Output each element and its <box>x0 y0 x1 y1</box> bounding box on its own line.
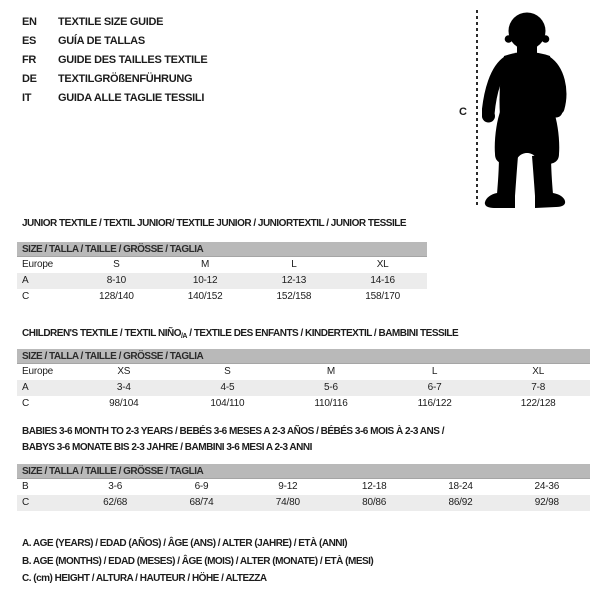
size-cell: XL <box>532 366 545 377</box>
size-cell: 3-6 <box>108 481 123 492</box>
size-cell: 9-12 <box>278 481 298 492</box>
title-text: CHILDREN'S TEXTILE / TEXTIL NIÑO <box>22 328 181 339</box>
legend-line-c: C. (cm) HEIGHT / ALTURA / HAUTEUR / HÖHE / ALTEZZA <box>22 573 267 584</box>
language-code: FR <box>22 53 37 66</box>
size-cell: 74/80 <box>275 497 300 508</box>
legend-line-a: A. AGE (YEARS) / EDAD (AÑOS) / ÂGE (ANS) / ALTER (JAHRE) / ETÀ (ANNI) <box>22 538 348 549</box>
size-cell: 24-36 <box>534 481 560 492</box>
size-cell: 116/122 <box>417 398 452 409</box>
size-cell: 5-6 <box>324 382 338 393</box>
size-cell: 86/92 <box>448 497 473 508</box>
language-code: IT <box>22 91 32 104</box>
size-cell: 98/104 <box>109 398 139 409</box>
size-cell: 18-24 <box>448 481 473 492</box>
size-cell: XL <box>376 259 389 270</box>
junior-table-title: JUNIOR TEXTILE / TEXTIL JUNIOR/ TEXTILE JUNIOR / JUNIORTEXTIL / JUNIOR TESSILE <box>22 218 407 229</box>
language-title: GUIDA ALLE TAGLIE TESSILI <box>58 91 205 104</box>
language-row <box>22 31 207 50</box>
size-cell: M <box>201 259 210 270</box>
size-cell: 68/74 <box>189 497 214 508</box>
language-code: DE <box>22 72 37 85</box>
size-cell: 6-9 <box>194 481 209 492</box>
babies-table <box>17 424 590 511</box>
legend-line-b: B. AGE (MONTHS) / EDAD (MESES) / ÂGE (MOIS) / ALTER (MONATE) / ETÀ (MESI) <box>22 555 374 567</box>
size-cell: 10-12 <box>192 275 218 286</box>
size-cell: 152/158 <box>276 291 312 302</box>
size-cell: S <box>224 366 231 377</box>
size-cell: 140/152 <box>187 291 223 302</box>
size-cell: 92/98 <box>534 497 559 508</box>
size-cell: 128/140 <box>99 291 134 302</box>
table-row <box>17 289 427 305</box>
size-cell: 14-16 <box>370 275 395 286</box>
babies-title-line1: BABIES 3-6 MONTH TO 2-3 YEARS / BEBÉS 3-6 MESES A 2-3 AÑOS / BÉBÉS 3-6 MOIS À 2-3 ANS / <box>22 426 444 437</box>
title-text: / TEXTILE DES ENFANTS / KINDERTEXTIL / BAMBINI TESSILE <box>186 328 459 339</box>
language-code: EN <box>22 15 37 28</box>
table-row <box>17 396 590 412</box>
size-header-bar: SIZE / TALLA / TAILLE / GRÖSSE / TAGLIA <box>17 464 590 479</box>
measurement-legend <box>22 535 373 588</box>
babies-title-line2: BABYS 3-6 MONATE BIS 2-3 JAHRE / BAMBINI 3-6 MESI A 2-3 ANNI <box>22 442 312 453</box>
language-title: GUIDE DES TAILLES TEXTILE <box>58 53 208 66</box>
language-row <box>22 88 207 107</box>
size-cell: 3-4 <box>116 382 131 393</box>
size-cell: L <box>291 259 297 270</box>
language-title: TEXTILGRÖßENFÜHRUNG <box>58 72 193 85</box>
size-cell: 12-13 <box>281 275 307 286</box>
size-cell: XS <box>117 366 131 377</box>
size-cell: 62/68 <box>103 497 128 508</box>
size-cell: 158/170 <box>365 291 400 302</box>
language-title-list <box>22 12 207 107</box>
size-cell: 104/110 <box>210 398 245 409</box>
size-cell: S <box>113 259 120 270</box>
row-label: Europe <box>22 366 54 377</box>
table-row <box>17 479 590 495</box>
junior-table <box>17 218 427 305</box>
size-cell: 122/128 <box>520 398 556 409</box>
language-row <box>22 12 207 31</box>
size-header-bar: SIZE / TALLA / TAILLE / GRÖSSE / TAGLIA <box>17 349 590 364</box>
row-label: B <box>22 481 29 492</box>
table-row <box>17 257 427 273</box>
height-dotted-line <box>476 10 478 208</box>
babies-table-title <box>17 424 590 456</box>
language-row <box>22 50 207 69</box>
language-title: TEXTILE SIZE GUIDE <box>58 15 164 28</box>
children-table <box>17 328 590 412</box>
size-cell: 7-8 <box>531 382 546 393</box>
baby-silhouette-icon <box>482 4 568 210</box>
row-label: A <box>22 275 29 286</box>
size-cell: L <box>431 366 438 377</box>
title-subscript: /A <box>180 333 187 340</box>
table-row <box>17 495 590 511</box>
size-cell: 6-7 <box>427 382 442 393</box>
row-label: C <box>22 497 30 508</box>
measure-label-c: C <box>459 106 467 118</box>
size-cell: 12-18 <box>361 481 387 492</box>
size-cell: 4-5 <box>220 382 235 393</box>
size-cell: M <box>326 366 336 377</box>
row-label: A <box>22 382 29 393</box>
row-label: C <box>22 398 30 409</box>
table-row <box>17 273 427 289</box>
row-label: Europe <box>22 259 54 270</box>
size-cell: 110/116 <box>314 398 348 409</box>
row-label: C <box>22 291 30 302</box>
language-row <box>22 69 207 88</box>
size-header-bar: SIZE / TALLA / TAILLE / GRÖSSE / TAGLIA <box>17 242 427 257</box>
table-row <box>17 380 590 396</box>
language-title: GUÍA DE TALLAS <box>58 34 145 47</box>
size-cell: 80/86 <box>362 497 387 508</box>
children-table-title <box>17 328 590 343</box>
language-code: ES <box>22 34 37 47</box>
size-cell: 8-10 <box>106 275 126 286</box>
table-row <box>17 364 590 380</box>
